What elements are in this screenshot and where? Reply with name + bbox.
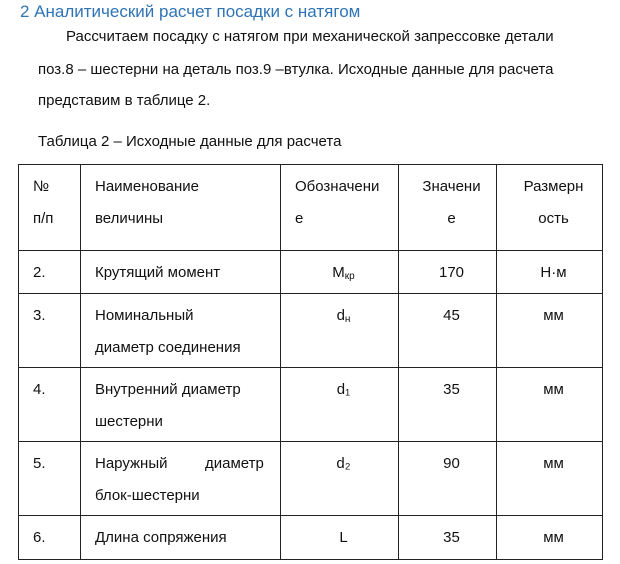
- section-heading: 2 Аналитический расчет посадки с натягом: [20, 2, 361, 21]
- row-value: 90: [399, 442, 497, 516]
- row-name: Внутренний диаметр шестерни: [81, 368, 281, 442]
- row-unit: мм: [497, 368, 603, 442]
- row-unit: мм: [497, 442, 603, 516]
- row-unit: Н·м: [497, 251, 603, 294]
- row-value: 35: [399, 368, 497, 442]
- row-number: 3.: [19, 294, 81, 368]
- row-number: 6.: [19, 516, 81, 560]
- row-symbol: $d_н$: [281, 294, 399, 368]
- row-number: 4.: [19, 368, 81, 442]
- table-header-row: [19, 165, 603, 251]
- table-row: [19, 516, 603, 560]
- row-name: Наружный диаметр блок-шестерни: [81, 442, 281, 516]
- header-number: № п/п: [19, 165, 81, 251]
- paragraph-line-1: Рассчитаем посадку с натягом при механической запрессовке детали: [66, 28, 554, 45]
- row-value: 35: [399, 516, 497, 560]
- header-name: Наименование величины: [81, 165, 281, 251]
- source-data-table: [18, 164, 603, 560]
- row-symbol: $М_{кр}$: [281, 251, 399, 294]
- paragraph-line-3: представим в таблице 2.: [38, 92, 211, 109]
- row-symbol: d₁: [281, 368, 399, 442]
- paragraph-line-2: поз.8 – шестерни на деталь поз.9 –втулка. Исходные данные для расчета: [38, 61, 554, 78]
- row-symbol: d₂: [281, 442, 399, 516]
- row-number: 2.: [19, 251, 81, 294]
- table-row: [19, 251, 603, 294]
- row-name: Длина сопряжения: [81, 516, 281, 560]
- row-number: 5.: [19, 442, 81, 516]
- header-unit: Размерн ость: [497, 165, 603, 251]
- table-row: [19, 294, 603, 368]
- header-symbol: Обозначени е: [281, 165, 399, 251]
- header-value: Значени е: [399, 165, 497, 251]
- row-name: Номинальный диаметр соединения: [81, 294, 281, 368]
- table-caption: Таблица 2 – Исходные данные для расчета: [38, 133, 342, 150]
- row-value: 45: [399, 294, 497, 368]
- row-unit: мм: [497, 516, 603, 560]
- table-row: [19, 368, 603, 442]
- row-symbol: L: [281, 516, 399, 560]
- row-unit: мм: [497, 294, 603, 368]
- table-row: [19, 442, 603, 516]
- row-value: 170: [399, 251, 497, 294]
- row-name: Крутящий момент: [81, 251, 281, 294]
